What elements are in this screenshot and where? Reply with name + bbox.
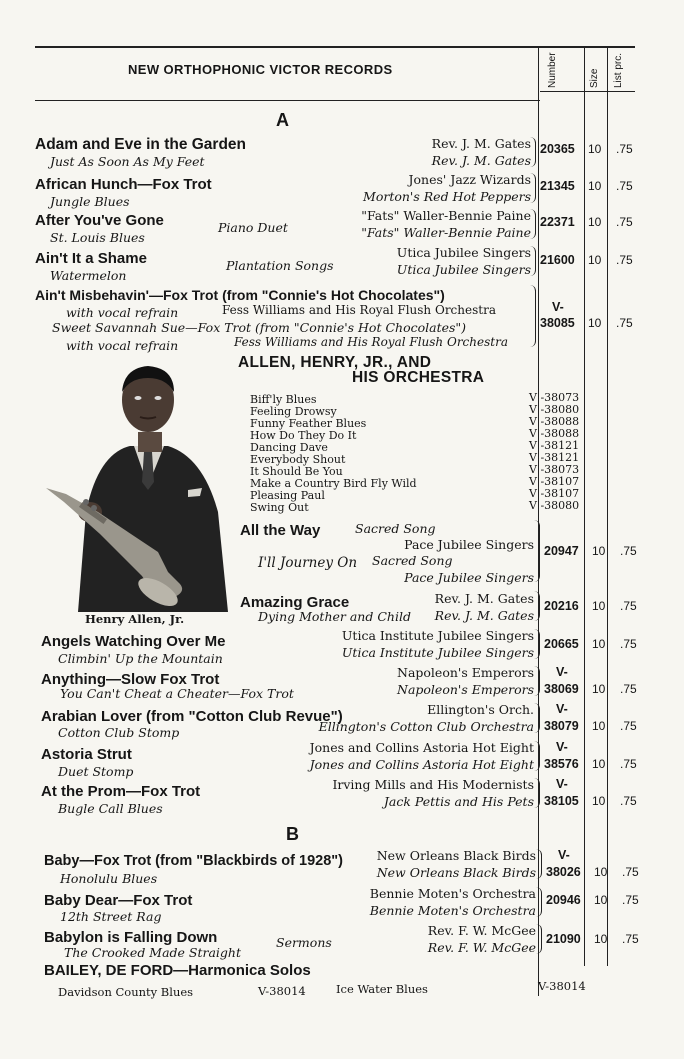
record-brace	[534, 741, 540, 771]
column-header-price: List prc.	[613, 52, 624, 88]
record-price: .75	[620, 682, 637, 696]
record-brace	[534, 666, 540, 696]
record-number: 20946	[546, 893, 581, 907]
record-brace	[534, 520, 540, 582]
artist-photo	[38, 362, 238, 612]
artist-heading: HIS ORCHESTRA	[352, 369, 485, 386]
record-price: .75	[616, 142, 633, 156]
record-subtitle: with vocal refrain	[66, 305, 179, 320]
song-title: Everybody Shout	[250, 453, 346, 466]
record-size: 10	[592, 794, 606, 808]
song-title: Ice Water Blues	[336, 982, 428, 996]
record-artist: Ellington's Orch.	[427, 702, 534, 717]
record-artist: Jones and Collins Astoria Hot Eight	[309, 740, 534, 755]
record-subtitle: Cotton Club Stomp	[58, 725, 180, 740]
record-title: After You've Gone	[35, 212, 164, 229]
record-title: Baby—Fox Trot (from "Blackbirds of 1928")	[44, 853, 343, 869]
record-number: 38079	[544, 719, 579, 733]
record-prefix: V-	[556, 665, 568, 679]
record-title: Baby Dear—Fox Trot	[44, 892, 193, 909]
record-artist: Utica Jubilee Singers	[396, 245, 531, 260]
record-prefix: V-	[558, 848, 570, 862]
record-number: 20947	[544, 544, 579, 558]
record-subtitle: Watermelon	[50, 268, 127, 283]
record-note: Sermons	[276, 935, 332, 950]
song-number: V -38107	[529, 487, 580, 500]
record-artist: Fess Williams and His Royal Flush Orchestra	[222, 303, 496, 317]
record-size: 10	[588, 316, 602, 330]
record-artist: Jones and Collins Astoria Hot Eight	[309, 757, 534, 772]
record-artist: Napoleon's Emperors	[397, 665, 534, 680]
record-price: .75	[616, 316, 633, 330]
song-number: V-38014	[538, 979, 586, 993]
song-number: V-38014	[258, 984, 306, 998]
song-title: It Should Be You	[250, 465, 343, 478]
page-title: NEW ORTHOPHONIC VICTOR RECORDS	[128, 62, 393, 77]
record-artist: Bennie Moten's Orchestra	[369, 903, 536, 918]
record-artist: Pace Jubilee Singers	[404, 570, 534, 585]
record-number: 38085	[540, 316, 575, 330]
record-brace	[536, 887, 542, 917]
record-number: 22371	[540, 215, 575, 229]
record-title: Ain't Misbehavin'—Fox Trot (from "Connie's Hot Chocolates")	[35, 287, 445, 303]
record-title: Arabian Lover (from "Cotton Club Revue")	[41, 708, 343, 725]
section-letter-b: B	[286, 824, 299, 844]
record-artist: Rev. J. M. Gates	[434, 608, 534, 623]
record-artist: Utica Institute Jubilee Singers	[341, 645, 534, 660]
record-price: .75	[620, 794, 637, 808]
record-price: .75	[616, 253, 633, 267]
record-number: 38069	[544, 682, 579, 696]
record-size: 10	[588, 142, 602, 156]
record-brace	[534, 591, 540, 621]
record-title: Babylon is Falling Down	[44, 929, 218, 946]
record-prefix: V-	[556, 740, 568, 754]
record-artist: "Fats" Waller-Bennie Paine	[361, 225, 531, 240]
song-number: V -38080	[529, 403, 580, 416]
record-subtitle: Jungle Blues	[50, 194, 130, 209]
song-title: Biff'ly Blues	[250, 393, 317, 406]
record-artist: Utica Jubilee Singers	[396, 262, 531, 277]
record-prefix: V-	[552, 300, 564, 314]
artist-heading: ALLEN, HENRY, JR., AND	[238, 354, 432, 371]
record-brace	[530, 285, 536, 347]
record-title: Ain't It a Shame	[35, 250, 147, 267]
record-size: 10	[594, 932, 608, 946]
record-artist: Rev. J. M. Gates	[431, 153, 531, 168]
record-title: Adam and Eve in the Garden	[35, 136, 247, 153]
record-title: Amazing Grace	[240, 594, 350, 611]
record-artist: Utica Institute Jubilee Singers	[341, 628, 534, 643]
record-subtitle: 12th Street Rag	[60, 909, 162, 924]
record-price: .75	[622, 893, 639, 907]
record-price: .75	[620, 757, 637, 771]
record-brace	[530, 246, 536, 276]
record-number: 21090	[546, 932, 581, 946]
record-size: 10	[588, 179, 602, 193]
record-brace	[534, 629, 540, 659]
column-rule-size-end	[607, 46, 608, 966]
record-size: 10	[592, 682, 606, 696]
song-title: Funny Feather Blues	[250, 417, 367, 430]
record-artist: New Orleans Black Birds	[376, 848, 536, 863]
record-artist: Jack Pettis and His Pets	[383, 794, 534, 809]
record-size: 10	[592, 757, 606, 771]
record-artist: Jones' Jazz Wizards	[408, 172, 531, 187]
record-artist: Fess Williams and His Royal Flush Orchestra	[234, 335, 508, 349]
section-letter-a: A	[276, 110, 289, 130]
record-artist: Ellington's Cotton Club Orchestra	[318, 719, 534, 734]
record-price: .75	[620, 637, 637, 651]
record-artist: Bennie Moten's Orchestra	[369, 886, 536, 901]
record-subtitle: with vocal refrain	[66, 338, 179, 353]
song-title: Swing Out	[250, 501, 309, 514]
song-title: Feeling Drowsy	[250, 405, 337, 418]
record-subtitle: The Crooked Made Straight	[64, 945, 242, 960]
record-price: .75	[616, 215, 633, 229]
record-brace	[536, 849, 542, 879]
record-size: 10	[588, 253, 602, 267]
record-artist: Rev. F. W. McGee	[427, 923, 536, 938]
record-title: Astoria Strut	[41, 746, 132, 763]
record-artist: Rev. F. W. McGee	[427, 940, 536, 955]
record-subtitle: Climbin' Up the Mountain	[58, 651, 223, 666]
column-rule-size	[584, 46, 585, 966]
record-subtitle: Bugle Call Blues	[58, 801, 163, 816]
record-prefix: V-	[556, 777, 568, 791]
record-subtitle: You Can't Cheat a Cheater—Fox Trot	[60, 686, 294, 701]
record-note: Plantation Songs	[226, 258, 334, 273]
record-number: 20216	[544, 599, 579, 613]
record-subtitle: Honolulu Blues	[60, 871, 158, 886]
song-number: V -38107	[529, 475, 580, 488]
record-prefix: V-	[556, 702, 568, 716]
record-size: 10	[594, 865, 608, 879]
song-title: How Do They Do It	[250, 429, 357, 442]
record-size: 10	[592, 544, 606, 558]
record-subtitle: Duet Stomp	[58, 764, 134, 779]
record-title: Angels Watching Over Me	[41, 633, 226, 650]
record-note: Sacred Song	[355, 521, 436, 536]
song-number: V -38088	[529, 427, 580, 440]
record-brace	[536, 924, 542, 954]
record-brace	[534, 778, 540, 808]
song-number: V -38073	[529, 391, 580, 404]
column-header-size: Size	[589, 68, 600, 88]
column-header-rule	[540, 91, 635, 92]
portrait-image-icon	[38, 362, 238, 612]
record-title: African Hunch—Fox Trot	[35, 176, 212, 193]
song-number: V -38080	[529, 499, 580, 512]
record-price: .75	[622, 932, 639, 946]
song-number: V -38121	[529, 451, 580, 464]
record-artist: Morton's Red Hot Peppers	[363, 189, 531, 204]
record-subtitle: St. Louis Blues	[50, 230, 145, 245]
record-brace	[530, 209, 536, 239]
record-price: .75	[620, 544, 637, 558]
record-title: Anything—Slow Fox Trot	[41, 671, 220, 688]
record-note: Sacred Song	[372, 553, 453, 568]
record-price: .75	[620, 719, 637, 733]
song-number: V -38088	[529, 415, 580, 428]
artist-heading: BAILEY, DE FORD—Harmonica Solos	[44, 962, 311, 979]
record-size: 10	[592, 719, 606, 733]
record-number: 38026	[546, 865, 581, 879]
record-subtitle: Sweet Savannah Sue—Fox Trot (from "Connie's Hot Chocolates")	[52, 320, 467, 335]
record-number: 38576	[544, 757, 579, 771]
record-title: At the Prom—Fox Trot	[41, 783, 201, 800]
record-title: All the Way	[240, 522, 321, 539]
record-number: 21600	[540, 253, 575, 267]
record-note: Piano Duet	[218, 220, 288, 235]
header-bottom-rule	[35, 100, 540, 101]
record-artist: Irving Mills and His Modernists	[332, 777, 534, 792]
record-subtitle: I'll Journey On	[258, 555, 358, 571]
record-artist: New Orleans Black Birds	[376, 865, 536, 880]
song-title: Pleasing Paul	[250, 489, 325, 502]
record-size: 10	[592, 599, 606, 613]
record-number: 21345	[540, 179, 575, 193]
song-title: Davidson County Blues	[58, 985, 194, 999]
song-title: Dancing Dave	[250, 441, 328, 454]
record-size: 10	[588, 215, 602, 229]
photo-caption: Henry Allen, Jr.	[85, 612, 185, 626]
record-size: 10	[592, 637, 606, 651]
record-subtitle: Just As Soon As My Feet	[50, 154, 205, 169]
record-artist: "Fats" Waller-Bennie Paine	[361, 208, 531, 223]
record-artist: Napoleon's Emperors	[397, 682, 534, 697]
record-brace	[530, 173, 536, 203]
record-price: .75	[620, 599, 637, 613]
song-title: Make a Country Bird Fly Wild	[250, 477, 417, 490]
record-subtitle: Dying Mother and Child	[258, 609, 411, 624]
header-top-rule	[35, 46, 635, 48]
record-brace	[530, 137, 536, 167]
record-artist: Rev. J. M. Gates	[431, 136, 531, 151]
song-number: V -38073	[529, 463, 580, 476]
record-number: 20365	[540, 142, 575, 156]
record-artist: Pace Jubilee Singers	[404, 537, 534, 552]
record-number: 20665	[544, 637, 579, 651]
column-header-number: Number	[547, 52, 558, 88]
record-number: 38105	[544, 794, 579, 808]
record-brace	[534, 703, 540, 733]
record-artist: Rev. J. M. Gates	[434, 591, 534, 606]
record-price: .75	[622, 865, 639, 879]
record-price: .75	[616, 179, 633, 193]
record-size: 10	[594, 893, 608, 907]
song-number: V -38121	[529, 439, 580, 452]
